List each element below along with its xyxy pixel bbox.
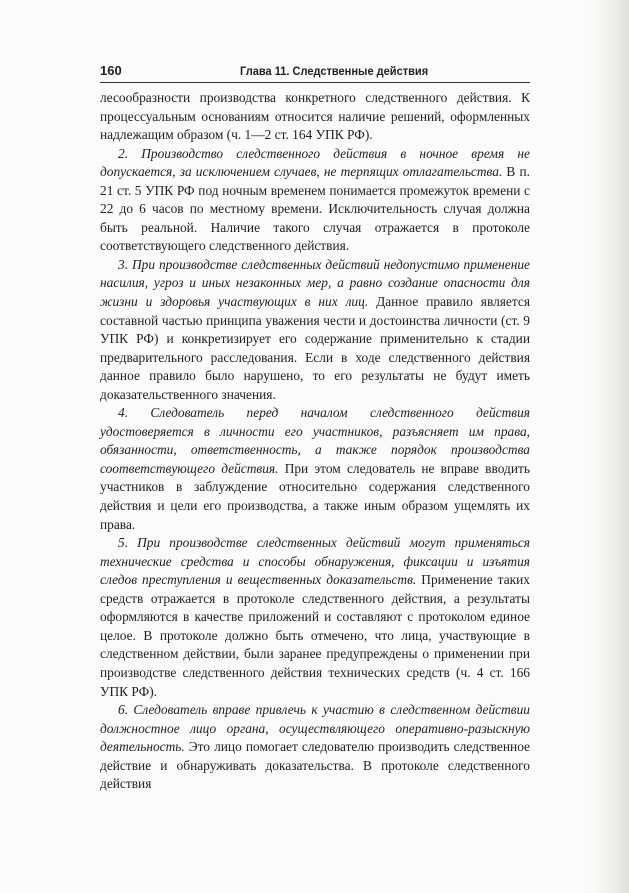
paragraph-italic-lead: 6. Следователь вправе привлечь к участию в следственном действии должностное лицо органа, осуществляющего оперативно-разыскную деятельность. [100,702,530,755]
paragraph-italic-lead: 3. При производстве следственных действий недопустимо применение насилия, угроз и иных незаконных мер, а равно создание опасности для жизни и здоровья участвующих в них лиц. [100,256,530,310]
paragraph-item-2 [100,145,530,256]
page-number: 160 [100,63,122,78]
paragraph-text: В п. 21 ст. 5 УПК РФ под ночным временем понимается промежуток времени с 22 до 6 часов по местному времени. Исключительность случая должна быть реальной. Наличие такого случая отражается в протоколе соответствующего следственного действия. [100,164,530,254]
paragraph-italic-lead: 5. При производстве следственных действий могут применяться технические средства и способы обнаружения, фиксации и изъятия следов преступления и вещественных доказательств. [100,535,530,588]
paragraph-text: Применение таких средств отражается в протоколе следственного действия, а результаты оформляются в качестве приложений и составляют с протоколом единое целое. В протоколе должно быть отмечено, что лица, участвующие в следственном действии, были заранее предупреждены о применении при производстве следственного действия технических средств (ч. 4 ст. 166 УПК РФ). [100,572,531,699]
paragraph-italic-lead: 2. Производство следственного действия в ночное время не допускается, за исключением случаев, не терпящих отлагательства. [100,145,530,180]
paragraph-text: лесообразности производства конкретного следственного действия. К процессуальным основаниям относится наличие решений, оформленных надлежащим образом (ч. 1—2 ст. 164 УПК РФ). [100,90,530,143]
paragraph-text: Данное правило является составной частью принципа уважения чести и достоинства личности (ст. 9 УПК РФ) и конкретизирует его содержание применительно к стадии предварительного расследования. Если в ходе следственного действия данное правило было нарушено, то его результаты не будут иметь доказательственного значения. [100,294,530,402]
paragraph-item-3 [100,256,530,404]
page-body [100,89,530,794]
page-spine-shadow [589,0,629,893]
paragraph-item-4 [100,404,530,534]
chapter-title: Глава 11. Следственные действия [240,64,429,78]
paragraph-italic-lead: 4. Следователь перед началом следственного действия удостоверяется в личности его участников, разъясняет им права, обязанности, ответственность, а также порядок производства соответствующего действия. [100,405,530,476]
running-header [100,60,530,83]
paragraph-item-5 [100,534,530,701]
paragraph-text: При этом следователь не вправе вводить участников в заблуждение относительно содержания следственного действия и цели его производства, а также иным образом ущемлять их права. [100,460,530,532]
paragraph-continuation [100,89,530,145]
paragraph-text: Это лицо помогает следователю производить следственное действие и обнаруживать доказательства. В протоколе следственного действия [100,739,530,792]
paragraph-item-6 [100,701,530,794]
